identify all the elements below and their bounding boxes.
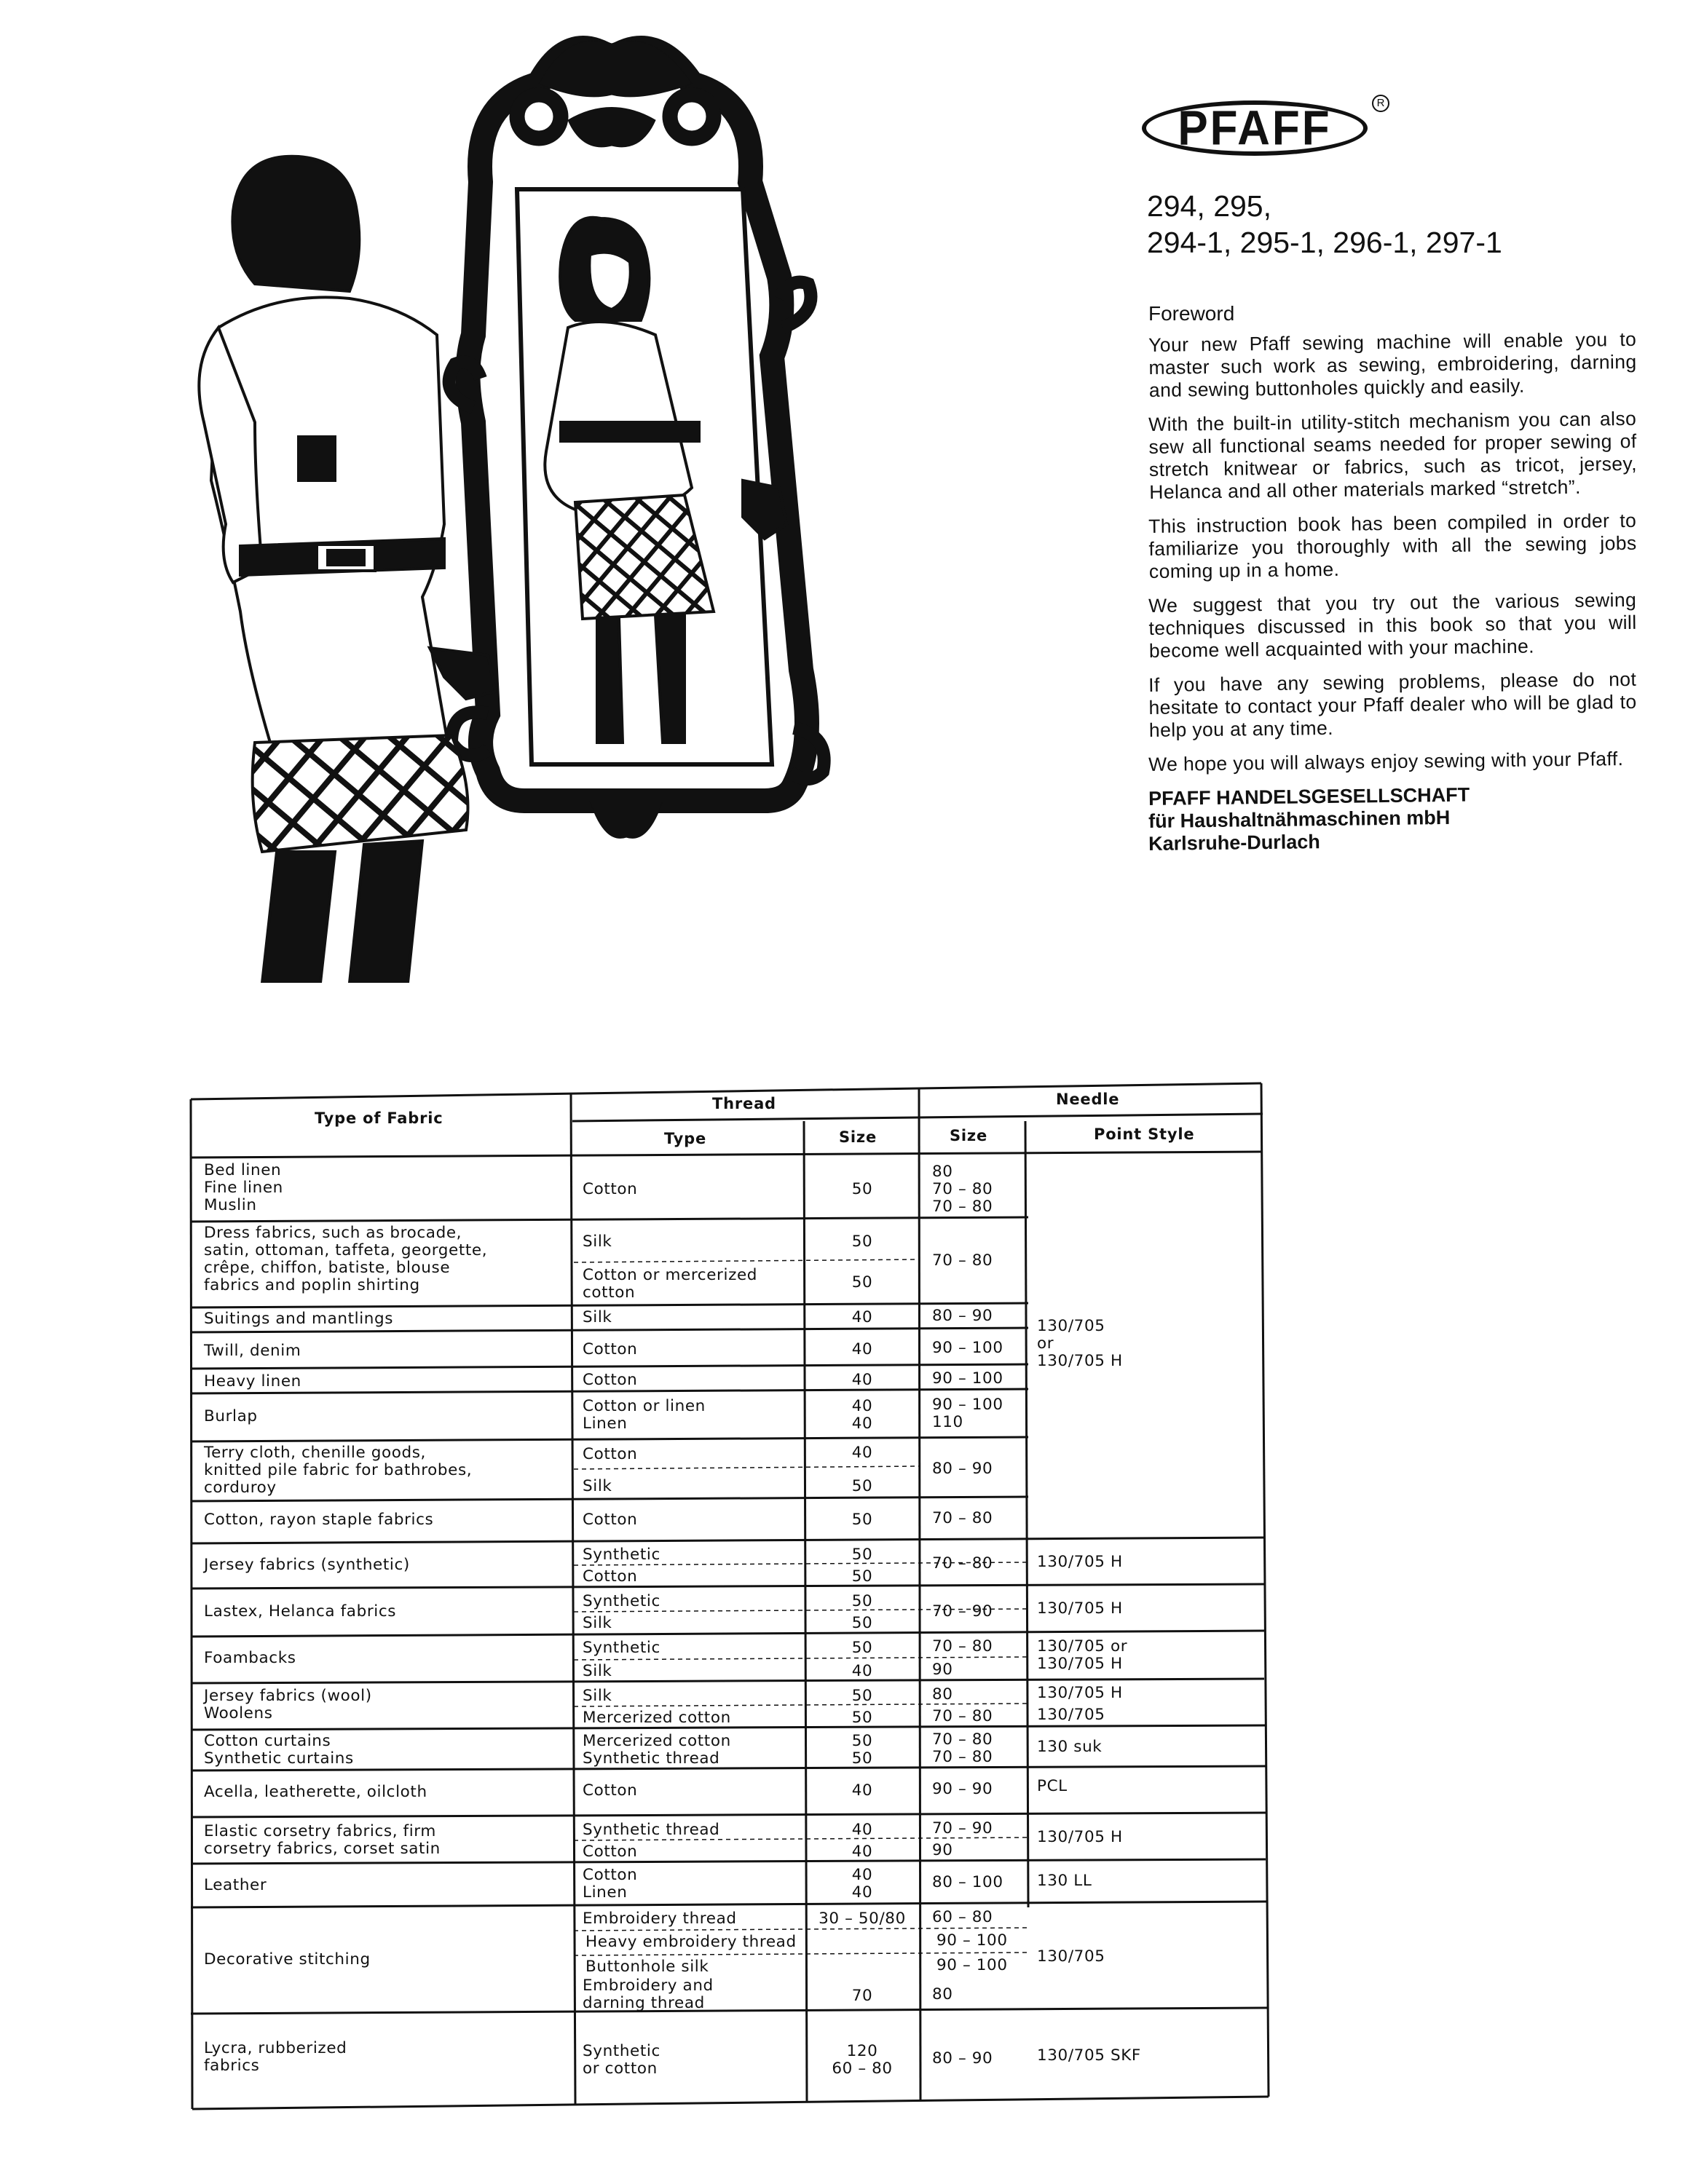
needle-size-cell: 70 – 80: [932, 1509, 993, 1527]
brand-name: PFAFF: [1178, 100, 1332, 156]
needle-size-cell: 70 – 90: [932, 1819, 993, 1837]
thread-type-cell: Synthetic thread: [583, 1749, 720, 1768]
point-style-cell: 130/705 H: [1037, 1553, 1123, 1571]
fabric-cell: corsetry fabrics, corset satin: [204, 1840, 441, 1858]
header-thread: Thread: [712, 1095, 776, 1112]
point-style-cell: 130 suk: [1037, 1738, 1103, 1756]
fabric-cell: Woolens: [204, 1704, 273, 1722]
thread-size-cell: 40: [851, 1662, 873, 1680]
thread-size-cell: 40: [851, 1340, 873, 1358]
logo-oval: [1142, 100, 1368, 156]
foreword-paragraph: We suggest that you try out the various sewing techniques discussed in this book so that you will become well acquainted with your machine.: [1148, 588, 1637, 662]
foreword-paragraph: We hope you will always enjoy sewing with your Pfaff.: [1148, 748, 1624, 775]
fabric-cell: corduroy: [204, 1479, 277, 1497]
thread-type-cell: Silk: [583, 1662, 612, 1680]
thread-size-cell: 50: [851, 1592, 873, 1610]
point-style-cell: 130/705 H: [1037, 1599, 1123, 1618]
thread-size-cell: 40: [851, 1781, 873, 1800]
thread-type-cell: Linen: [583, 1415, 628, 1433]
needle-size-cell: 90 – 100: [932, 1339, 1003, 1357]
needle-size-cell: 70 – 80: [932, 1180, 993, 1198]
model-line-2: 294-1, 295-1, 296-1, 297-1: [1147, 226, 1502, 259]
needle-size-cell: 70 – 90: [932, 1602, 993, 1621]
needle-size-cell: 80: [932, 1985, 953, 2003]
needle-size-cell: 70 – 80: [932, 1251, 993, 1270]
signature-subtitle: für Haushaltnähmaschinen mbH: [1148, 806, 1451, 832]
thread-size-cell: 50: [851, 1687, 873, 1705]
registered-trademark-icon: R: [1372, 95, 1389, 112]
header-thread-type: Type: [664, 1130, 706, 1147]
needle-size-cell: 80: [932, 1685, 953, 1704]
point-style-cell: PCL: [1037, 1777, 1068, 1795]
needle-size-cell: 90: [932, 1841, 953, 1859]
thread-size-cell: 40: [851, 1444, 873, 1462]
thread-type-cell: cotton: [583, 1283, 636, 1302]
needle-size-cell: 80 – 90: [932, 1460, 993, 1478]
fabric-cell: Leather: [204, 1876, 267, 1894]
header-point-style: Point Style: [1094, 1125, 1195, 1143]
fabric-cell: Heavy linen: [204, 1372, 301, 1390]
fabric-cell: Burlap: [204, 1407, 258, 1425]
needle-size-cell: 90 – 100: [932, 1396, 1003, 1414]
fabric-cell: Terry cloth, chenille goods,: [204, 1444, 426, 1462]
foreword-paragraph: This instruction book has been compiled in order to familiarize you thoroughly with all the sewing jobs coming up in a home.: [1148, 509, 1637, 582]
thread-size-cell: 40: [851, 1866, 873, 1884]
foreword-paragraph: Your new Pfaff sewing machine will enable you to master such work as sewing, embroidering, darning and sewing buttonholes quickly and easily.: [1148, 328, 1637, 401]
foreword-section: [1148, 302, 1636, 855]
thread-size-cell: 40: [851, 1821, 873, 1839]
fabric-cell: Decorative stitching: [204, 1950, 371, 1969]
thread-size-cell: 50: [851, 1567, 873, 1586]
thread-size-cell: 50: [851, 1749, 873, 1768]
thread-type-cell: Silk: [583, 1614, 612, 1632]
thread-type-cell: Cotton: [583, 1180, 638, 1198]
thread-size-cell: 50: [851, 1273, 873, 1291]
fabric-cell: Muslin: [204, 1196, 257, 1214]
fabric-cell: fabrics: [204, 2057, 260, 2075]
thread-size-cell: 50: [851, 1477, 873, 1495]
foreword-paragraph: With the built-in utility-stitch mechanism you can also sew all functional seams needed for proper sewing of stretch knitwear or fabrics, such as tricot, jersey, Helanca and all other materials marked “stretch”.: [1148, 407, 1638, 503]
fabric-cell: Jersey fabrics (wool): [204, 1687, 372, 1705]
fabric-cell: Suitings and mantlings: [204, 1310, 394, 1328]
point-style-cell: or: [1037, 1334, 1054, 1353]
woman-mirror-illustration: [131, 15, 947, 983]
fabric-cell: Jersey fabrics (synthetic): [204, 1556, 410, 1574]
thread-size-cell: 40: [851, 1371, 873, 1389]
point-style-cell: 130/705 or: [1037, 1637, 1128, 1655]
foreword-paragraph: If you have any sewing problems, please do not hesitate to contact your Pfaff dealer who will be glad to help you at any time.: [1148, 668, 1637, 741]
thread-size-cell: 40: [851, 1308, 873, 1326]
thread-type-cell: Mercerized cotton: [583, 1709, 731, 1727]
fabric-cell: Foambacks: [204, 1649, 296, 1667]
needle-size-cell: 90 – 100: [936, 1956, 1008, 1974]
thread-size-cell: 50: [851, 1233, 873, 1251]
needle-size-cell: 70 – 80: [932, 1730, 993, 1749]
point-style-cell: 130/705: [1037, 1706, 1105, 1724]
fabric-cell: knitted pile fabric for bathrobes,: [204, 1461, 473, 1479]
needle-size-cell: 80 – 100: [932, 1873, 1003, 1891]
thread-type-cell: Silk: [583, 1477, 612, 1495]
fabric-cell: Elastic corsetry fabrics, firm: [204, 1822, 436, 1840]
thread-type-cell: Synthetic: [583, 1639, 660, 1657]
thread-type-cell: Silk: [583, 1233, 612, 1251]
thread-size-cell: 30 – 50/80: [819, 1910, 906, 1928]
thread-type-cell: Cotton: [583, 1866, 638, 1884]
model-numbers: [1147, 188, 1657, 261]
needle-size-cell: 70 – 80: [932, 1554, 993, 1572]
thread-type-cell: Cotton: [583, 1340, 638, 1358]
needle-size-cell: 70 – 80: [932, 1707, 993, 1725]
thread-type-cell: Cotton: [583, 1445, 638, 1463]
thread-size-cell: 50: [851, 1614, 873, 1632]
point-style-cell: 130/705 H: [1037, 1828, 1123, 1846]
needle-size-cell: 90 – 90: [932, 1780, 993, 1798]
fabric-cell: Synthetic curtains: [204, 1749, 354, 1768]
thread-type-cell: Synthetic: [583, 2042, 660, 2060]
point-style-cell: 130/705: [1037, 1947, 1105, 1966]
needle-size-cell: 70 – 80: [932, 1198, 993, 1216]
thread-type-cell: Cotton: [583, 1511, 638, 1529]
fabric-cell: Twill, denim: [204, 1342, 301, 1360]
thread-size-cell: 50: [851, 1709, 873, 1727]
thread-size-cell: 50: [851, 1639, 873, 1657]
thread-type-cell: Heavy embroidery thread: [585, 1933, 797, 1951]
needle-size-cell: 80 – 90: [932, 2049, 993, 2068]
model-line-1: 294, 295,: [1147, 189, 1271, 223]
point-style-cell: 130/705 H: [1037, 1352, 1123, 1370]
thread-size-cell: 40: [851, 1883, 873, 1902]
fabric-cell: Acella, leatherette, oilcloth: [204, 1783, 427, 1801]
fabric-cell: Lastex, Helanca fabrics: [204, 1602, 397, 1621]
point-style-cell: 130/705 SKF: [1037, 2046, 1141, 2065]
thread-type-cell: or cotton: [583, 2060, 658, 2078]
thread-type-cell: Cotton or mercerized: [583, 1266, 758, 1284]
thread-size-cell: 40: [851, 1843, 873, 1861]
needle-size-cell: 80: [932, 1163, 953, 1181]
thread-size-cell: 50: [851, 1546, 873, 1564]
thread-type-cell: Synthetic: [583, 1592, 660, 1610]
needle-size-cell: 90 – 100: [932, 1369, 1003, 1388]
fabric-cell: satin, ottoman, taffeta, georgette,: [204, 1241, 488, 1259]
thread-type-cell: Linen: [583, 1883, 628, 1902]
point-style-cell: 130/705 H: [1037, 1655, 1123, 1673]
thread-type-cell: Mercerized cotton: [583, 1732, 731, 1750]
fabric-cell: Dress fabrics, such as brocade,: [204, 1224, 462, 1242]
fabric-cell: Lycra, rubberized: [204, 2039, 347, 2057]
needle-size-cell: 70 – 80: [932, 1748, 993, 1766]
thread-size-cell: 50: [851, 1511, 873, 1529]
thread-type-cell: Cotton: [583, 1843, 638, 1861]
thread-size-cell: 50: [851, 1180, 873, 1198]
thread-size-cell: 120: [846, 2042, 878, 2060]
signature-city: Karlsruhe-Durlach: [1148, 831, 1320, 855]
thread-type-cell: Synthetic: [583, 1546, 660, 1564]
thread-size-cell: 70: [851, 1987, 873, 2005]
needle-size-cell: 90 – 100: [936, 1931, 1008, 1950]
thread-type-cell: Cotton: [583, 1371, 638, 1389]
fabric-cell: Cotton, rayon staple fabrics: [204, 1511, 434, 1529]
thread-type-cell: Embroidery and: [583, 1977, 714, 1995]
thread-type-cell: Silk: [583, 1308, 612, 1326]
fabric-cell: Bed linen: [204, 1161, 282, 1179]
needle-size-cell: 90: [932, 1661, 953, 1679]
header-needle-size: Size: [950, 1127, 987, 1144]
needle-size-cell: 110: [932, 1413, 963, 1431]
thread-size-cell: 40: [851, 1397, 873, 1415]
header-type-of-fabric: Type of Fabric: [315, 1109, 443, 1127]
point-style-cell: 130 LL: [1037, 1872, 1092, 1890]
thread-type-cell: darning thread: [583, 1994, 705, 2012]
fabric-cell: Cotton curtains: [204, 1732, 331, 1750]
header-thread-size: Size: [839, 1128, 877, 1146]
thread-size-cell: 50: [851, 1732, 873, 1750]
fabric-cell: crêpe, chiffon, batiste, blouse: [204, 1259, 451, 1277]
header-needle: Needle: [1056, 1091, 1120, 1108]
thread-type-cell: Silk: [583, 1687, 612, 1705]
signature-company: PFAFF HANDELSGESELLSCHAFT: [1148, 783, 1470, 810]
thread-type-cell: Cotton: [583, 1781, 638, 1800]
thread-type-cell: Cotton: [583, 1567, 638, 1586]
thread-type-cell: Synthetic thread: [583, 1821, 720, 1839]
thread-type-cell: Buttonhole silk: [585, 1958, 709, 1976]
fabric-cell: fabrics and poplin shirting: [204, 1276, 420, 1294]
pfaff-logo: [1142, 95, 1389, 167]
foreground-woman: [199, 157, 495, 983]
point-style-cell: 130/705 H: [1037, 1684, 1123, 1702]
needle-size-cell: 70 – 80: [932, 1637, 993, 1655]
thread-type-cell: Embroidery thread: [583, 1910, 737, 1928]
thread-size-cell: 60 – 80: [832, 2060, 893, 2078]
point-style-cell: 130/705: [1037, 1317, 1105, 1335]
needle-size-cell: 60 – 80: [932, 1908, 993, 1926]
thread-type-cell: Cotton or linen: [583, 1397, 706, 1415]
fabric-cell: Fine linen: [204, 1179, 283, 1197]
foreword-heading: Foreword: [1148, 302, 1235, 325]
thread-size-cell: 40: [851, 1415, 873, 1433]
needle-size-cell: 80 – 90: [932, 1307, 993, 1325]
